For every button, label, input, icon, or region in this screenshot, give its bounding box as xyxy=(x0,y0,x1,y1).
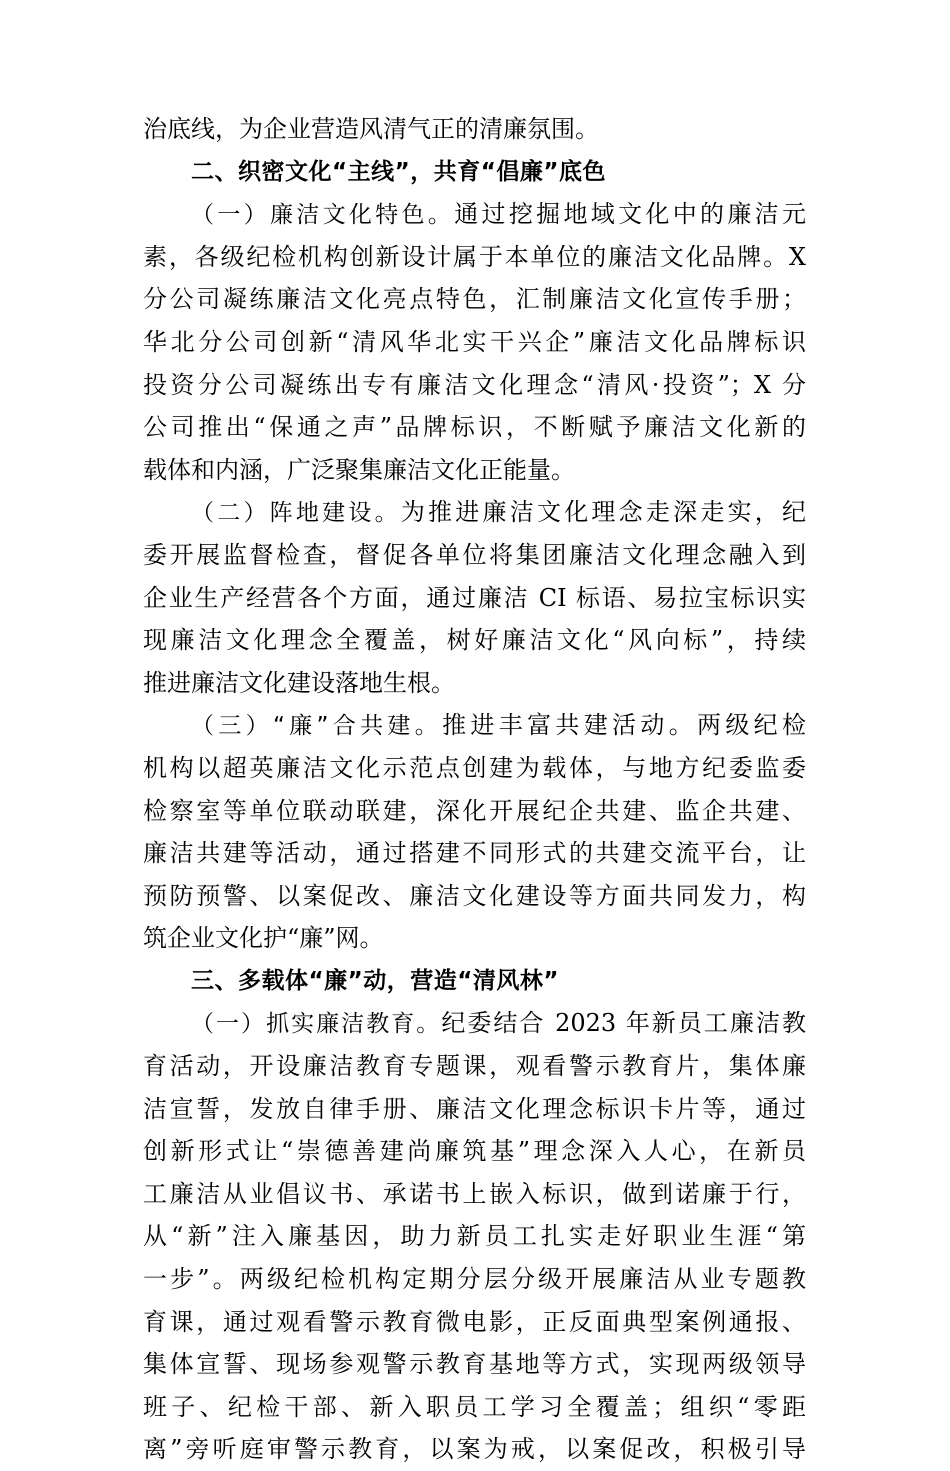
paragraph-line: 洁宣誓，发放自律手册、廉洁文化理念标识卡片等，通过 xyxy=(143,1094,806,1123)
paragraph-line: 离”旁听庭审警示教育，以案为戒，以案促改，积极引导 xyxy=(143,1435,806,1464)
paragraph-text: 为推进廉洁文化理念走深走实，纪 xyxy=(400,498,807,527)
paragraph-line: 育课，通过观看警示教育微电影，正反面典型案例通报、 xyxy=(143,1307,806,1336)
document-page xyxy=(143,108,806,1471)
paragraph-line: 班子、纪检干部、新入职员工学习全覆盖；组织“零距 xyxy=(143,1392,806,1421)
paragraph-line: 预防预警、以案促改、廉洁文化建设等方面共同发力，构 xyxy=(143,881,806,910)
subsection-lead: （三）“廉”合共建。 xyxy=(191,713,443,740)
paragraph-line: 从“新”注入廉基因，助力新员工扎实走好职业生涯“第 xyxy=(143,1222,806,1251)
paragraph-line: 华北分公司创新“清风华北实干兴企”廉洁文化品牌标识 xyxy=(143,327,806,356)
paragraph-line: 分公司凝练廉洁文化亮点特色，汇制廉洁文化宣传手册； xyxy=(143,285,806,314)
paragraph-line: 一步”。两级纪检机构定期分层分级开展廉洁从业专题教 xyxy=(143,1265,806,1294)
subsection-lead: （一）廉洁文化特色。 xyxy=(191,202,455,229)
paragraph-line: 筑企业文化护“廉”网。 xyxy=(143,924,384,953)
paragraph-line: 廉洁共建等活动，通过搭建不同形式的共建交流平台，让 xyxy=(143,839,806,868)
section-heading: 三、多载体“廉”动，营造“清风林” xyxy=(191,967,559,994)
section-heading: 二、织密文化“主线”，共育“倡廉”底色 xyxy=(191,158,606,185)
subsection-first-line xyxy=(143,491,806,534)
subsection-first-line xyxy=(143,1002,806,1045)
paragraph-line: 工廉洁从业倡议书、承诺书上嵌入标识，做到诺廉于行， xyxy=(143,1179,806,1208)
paragraph-line: 委开展监督检查，督促各单位将集团廉洁文化理念融入到 xyxy=(143,540,806,569)
paragraph-line: 检察室等单位联动联建，深化开展纪企共建、监企共建、 xyxy=(143,796,806,825)
subsection-first-line xyxy=(143,704,806,747)
subsection-lead: （一）抓实廉洁教育。 xyxy=(191,1011,442,1038)
paragraph-line: 投资分公司凝练出专有廉洁文化理念“清风·投资”；X 分 xyxy=(143,370,806,399)
paragraph-line: 企业生产经营各个方面，通过廉洁 CI 标语、易拉宝标识实 xyxy=(143,583,806,612)
paragraph-text: 纪委结合 2023 年新员工廉洁教 xyxy=(441,1009,807,1038)
paragraph-line: 载体和内涵，广泛聚集廉洁文化正能量。 xyxy=(143,455,575,484)
subsection-lead: （二）阵地建设。 xyxy=(191,500,401,527)
paragraph-line: 公司推出“保通之声”品牌标识，不断赋予廉洁文化新的 xyxy=(143,413,806,442)
paragraph-line: 育活动，开设廉洁教育专题课，观看警示教育片，集体廉 xyxy=(143,1052,806,1081)
subsection-first-line xyxy=(143,193,806,236)
paragraph-text: 推进丰富共建活动。两级纪检 xyxy=(442,711,806,740)
paragraph-line: 素，各级纪检机构创新设计属于本单位的廉洁文化品牌。X xyxy=(143,242,806,271)
paragraph-line: 推进廉洁文化建设落地生根。 xyxy=(143,668,455,697)
paragraph-line: 创新形式让“崇德善建尚廉筑基”理念深入人心，在新员 xyxy=(143,1137,806,1166)
paragraph-line: 治底线，为企业营造风清气正的清廉氛围。 xyxy=(143,115,599,143)
paragraph-line: 集体宣誓、现场参观警示教育基地等方式，实现两级领导 xyxy=(143,1350,806,1379)
paragraph-line: 现廉洁文化理念全覆盖，树好廉洁文化“风向标”，持续 xyxy=(143,626,806,655)
paragraph-line: 机构以超英廉洁文化示范点创建为载体，与地方纪委监委 xyxy=(143,753,806,782)
paragraph-text: 通过挖掘地域文化中的廉洁元 xyxy=(454,200,807,229)
